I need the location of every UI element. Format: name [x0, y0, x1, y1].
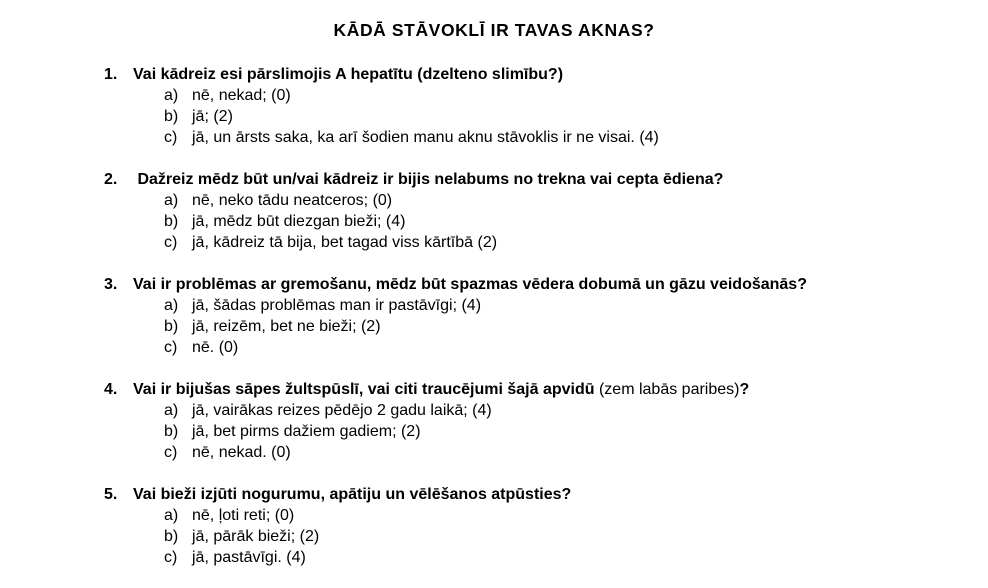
question-text: Vai ir bijušas sāpes žultspūslī, vai citi traucējumi šajā apvidū (zem labās paribes)? [133, 381, 750, 398]
answer-text: jā, pastāvīgi. (4) [192, 549, 306, 566]
answer-text: jā, reizēm, bet ne bieži; (2) [192, 318, 381, 335]
answer-option [0, 400, 988, 421]
answer-text: jā, kādreiz tā bija, bet tagad viss kārtībā (2) [192, 234, 498, 251]
question-number: 5. [104, 486, 118, 503]
answer-list [0, 190, 988, 253]
answer-text: nē, neko tādu neatceros; (0) [192, 192, 393, 209]
answer-option [0, 547, 988, 568]
question-number: 3. [104, 276, 118, 293]
question-text: Vai bieži izjūti nogurumu, apātiju un vēlēšanos atpūsties? [133, 486, 572, 503]
question-5 [0, 484, 988, 568]
question-4 [0, 379, 988, 463]
answer-letter: b) [164, 108, 179, 125]
question-number: 4. [104, 381, 118, 398]
answer-option [0, 232, 988, 253]
answer-letter: c) [164, 339, 178, 356]
answer-letter: a) [164, 87, 179, 104]
answer-option [0, 505, 988, 526]
answer-letter: c) [164, 549, 178, 566]
question-text: Dažreiz mēdz būt un/vai kādreiz ir bijis nelabums no trekna vai cepta ēdiena? [133, 171, 724, 188]
answer-option [0, 85, 988, 106]
question-text: Vai ir problēmas ar gremošanu, mēdz būt spazmas vēdera dobumā un gāzu veidošanās? [133, 276, 807, 293]
question-1 [0, 64, 988, 148]
answer-option [0, 442, 988, 463]
answer-option [0, 316, 988, 337]
answer-option [0, 526, 988, 547]
question-3 [0, 274, 988, 358]
document-title: KĀDĀ STĀVOKLĪ IR TAVAS AKNAS? [333, 20, 655, 40]
question-heading [0, 274, 988, 295]
answer-text: nē, nekad. (0) [192, 444, 291, 461]
answer-text: jā, vairākas reizes pēdējo 2 gadu laikā; (4) [192, 402, 492, 419]
question-text: Vai kādreiz esi pārslimojis A hepatītu (dzelteno slimību?) [133, 66, 564, 83]
answer-letter: b) [164, 423, 179, 440]
answer-text: jā, šādas problēmas man ir pastāvīgi; (4) [192, 297, 482, 314]
answer-letter: a) [164, 192, 179, 209]
answer-letter: c) [164, 129, 178, 146]
answer-text: jā, bet pirms dažiem gadiem; (2) [192, 423, 421, 440]
answer-option [0, 106, 988, 127]
answer-option [0, 127, 988, 148]
answer-letter: c) [164, 234, 178, 251]
question-heading [0, 64, 988, 85]
answer-letter: a) [164, 402, 179, 419]
answer-letter: b) [164, 528, 179, 545]
question-heading [0, 379, 988, 400]
answer-option [0, 421, 988, 442]
answer-option [0, 211, 988, 232]
answer-list [0, 400, 988, 463]
answer-letter: c) [164, 444, 178, 461]
question-heading [0, 484, 988, 505]
question-note: (zem labās paribes) [598, 381, 740, 398]
answer-text: nē, nekad; (0) [192, 87, 291, 104]
answer-list [0, 505, 988, 568]
question-number: 1. [104, 66, 118, 83]
answer-text: nē, ļoti reti; (0) [192, 507, 295, 524]
answer-list [0, 295, 988, 358]
answer-list [0, 85, 988, 148]
answer-option [0, 295, 988, 316]
answer-text: jā, un ārsts saka, ka arī šodien manu aknu stāvoklis ir ne visai. (4) [192, 129, 659, 146]
answer-option [0, 190, 988, 211]
answer-option [0, 337, 988, 358]
answer-text: jā; (2) [192, 108, 233, 125]
answer-text: nē. (0) [192, 339, 239, 356]
answer-text: jā, mēdz būt diezgan bieži; (4) [192, 213, 406, 230]
question-number: 2. [104, 171, 118, 188]
question-heading [0, 169, 988, 190]
answer-letter: a) [164, 507, 179, 524]
answer-letter: b) [164, 318, 179, 335]
question-2 [0, 169, 988, 253]
answer-text: jā, pārāk bieži; (2) [192, 528, 320, 545]
answer-letter: a) [164, 297, 179, 314]
answer-letter: b) [164, 213, 179, 230]
